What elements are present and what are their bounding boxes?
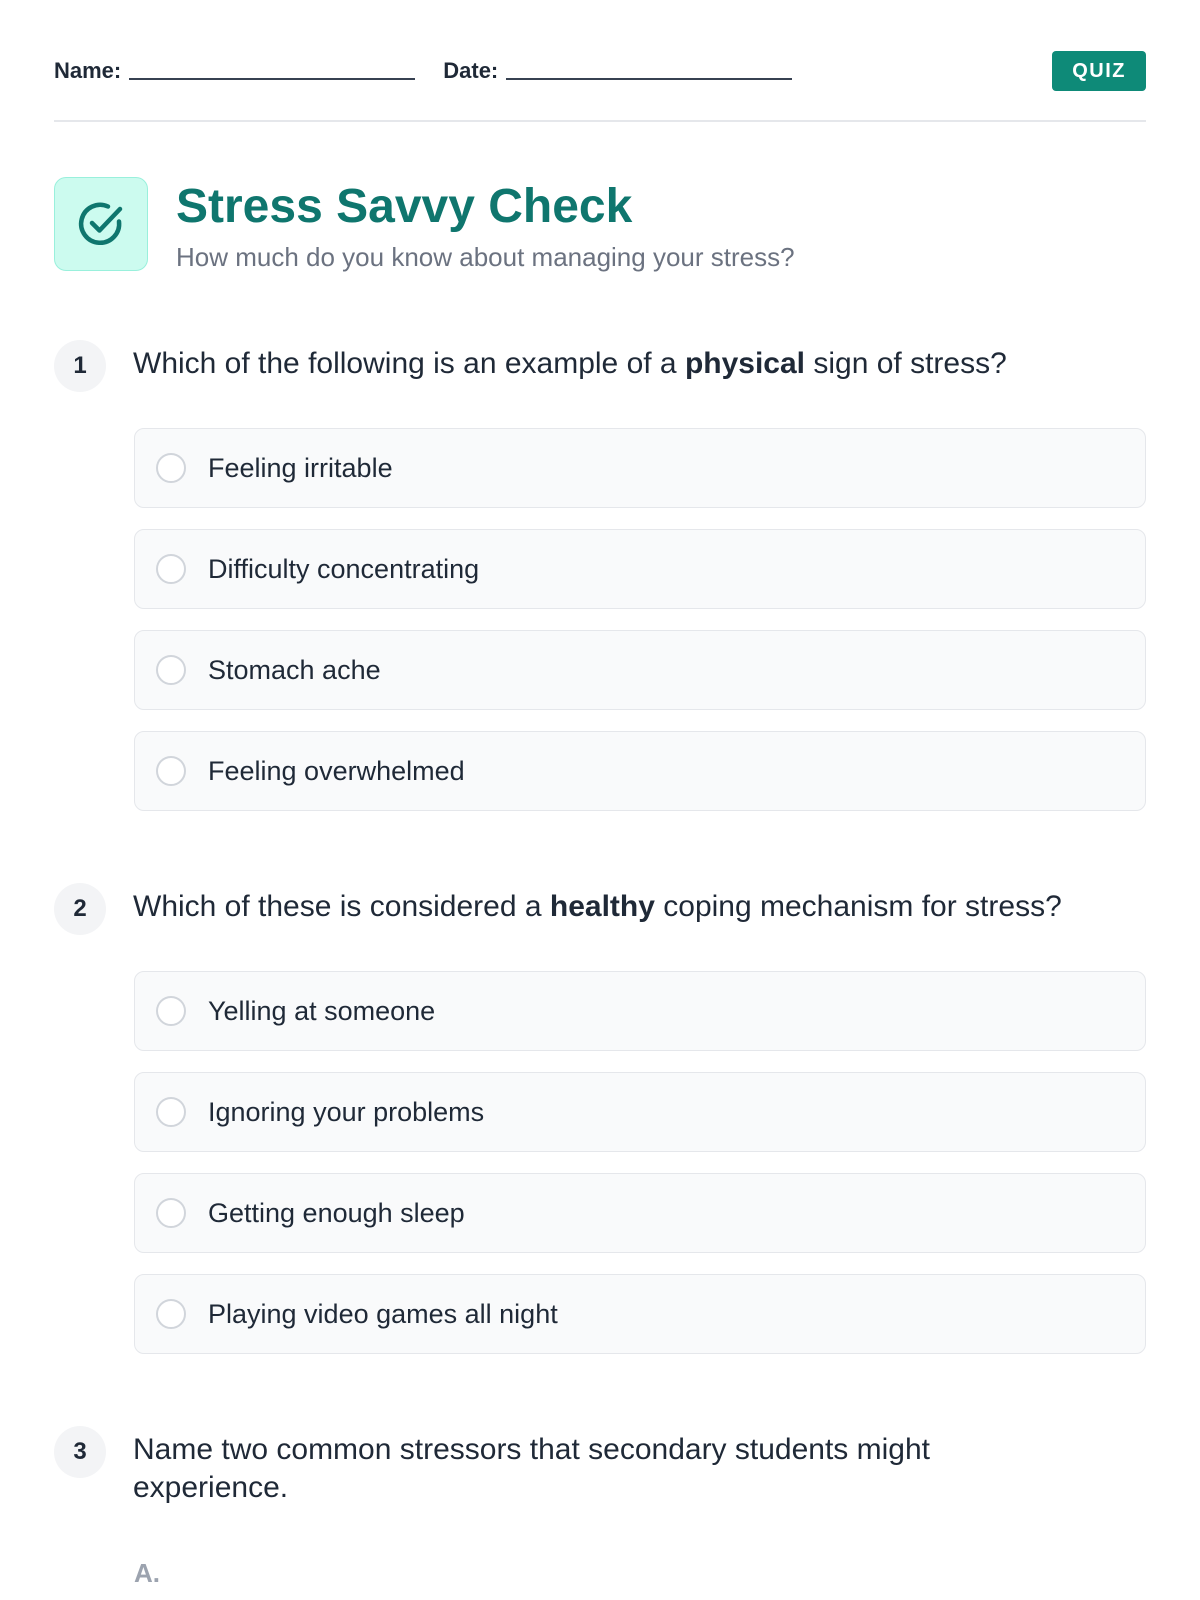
name-blank[interactable] bbox=[129, 77, 415, 80]
date-blank[interactable] bbox=[506, 77, 792, 80]
option[interactable] bbox=[134, 971, 1146, 1051]
question-text: Which of these is considered a healthy coping mechanism for stress? bbox=[133, 890, 1062, 923]
check-circle-icon bbox=[54, 177, 148, 271]
radio-button[interactable] bbox=[156, 554, 186, 584]
option[interactable] bbox=[134, 731, 1146, 811]
option[interactable] bbox=[134, 1274, 1146, 1354]
radio-button[interactable] bbox=[156, 1299, 186, 1329]
title-block bbox=[54, 177, 795, 273]
date-label: Date: bbox=[443, 58, 499, 83]
option[interactable] bbox=[134, 1173, 1146, 1253]
answer-letter: A. bbox=[134, 1558, 160, 1588]
option[interactable] bbox=[134, 529, 1146, 609]
question-number: 3 bbox=[54, 1426, 106, 1478]
option-label: Difficulty concentrating bbox=[208, 553, 480, 584]
radio-button[interactable] bbox=[156, 1097, 186, 1127]
options-list bbox=[134, 428, 1146, 811]
radio-button[interactable] bbox=[156, 996, 186, 1026]
header-divider bbox=[54, 120, 1146, 122]
option-label: Getting enough sleep bbox=[208, 1197, 465, 1228]
options-list bbox=[134, 971, 1146, 1354]
option-label: Playing video games all night bbox=[208, 1298, 558, 1329]
answer-line bbox=[134, 1551, 1146, 1589]
header-bar bbox=[54, 50, 1146, 92]
radio-button[interactable] bbox=[156, 655, 186, 685]
quiz-badge: QUIZ bbox=[1052, 51, 1146, 91]
option[interactable] bbox=[134, 630, 1146, 710]
radio-button[interactable] bbox=[156, 1198, 186, 1228]
question-text: Which of the following is an example of a physical sign of stress? bbox=[133, 347, 1007, 380]
question-3 bbox=[54, 1426, 1146, 1589]
page-title: Stress Savvy Check bbox=[176, 180, 633, 233]
option[interactable] bbox=[134, 428, 1146, 508]
name-label: Name: bbox=[54, 58, 122, 83]
name-field bbox=[54, 58, 415, 84]
question-2 bbox=[54, 883, 1146, 1375]
answer-input-line[interactable] bbox=[182, 1573, 1146, 1600]
question-text: Name two common stressors that secondary students might experience. bbox=[133, 1433, 930, 1504]
question-number: 2 bbox=[54, 883, 106, 935]
option-label: Ignoring your problems bbox=[208, 1096, 485, 1127]
option[interactable] bbox=[134, 1072, 1146, 1152]
question-1 bbox=[54, 340, 1146, 832]
date-field bbox=[443, 58, 792, 84]
option-label: Stomach ache bbox=[208, 654, 381, 685]
option-label: Yelling at someone bbox=[208, 995, 436, 1026]
radio-button[interactable] bbox=[156, 756, 186, 786]
radio-button[interactable] bbox=[156, 453, 186, 483]
page-subtitle: How much do you know about managing your stress? bbox=[176, 242, 795, 272]
option-label: Feeling overwhelmed bbox=[208, 755, 465, 786]
question-number: 1 bbox=[54, 340, 106, 392]
option-label: Feeling irritable bbox=[208, 452, 393, 483]
